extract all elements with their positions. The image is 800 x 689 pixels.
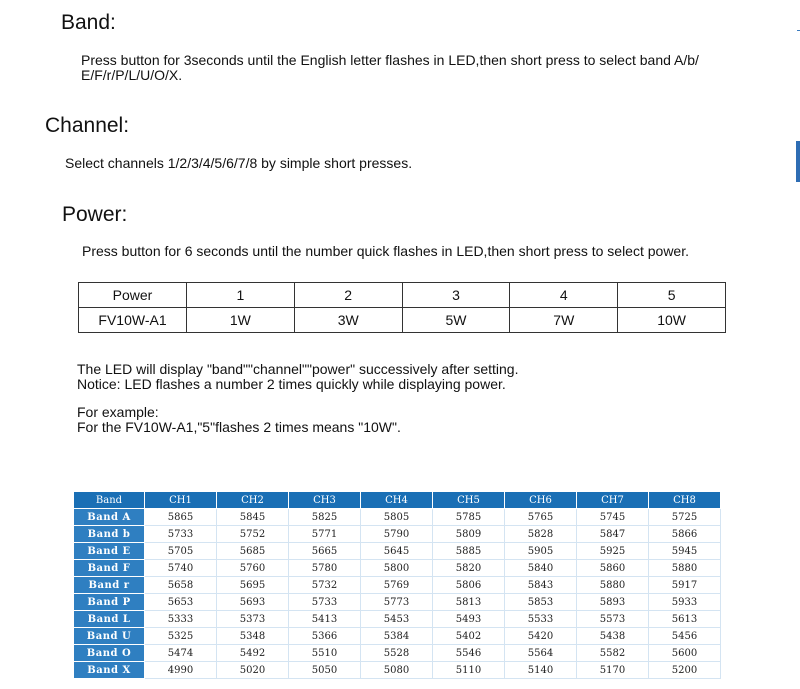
power-table <box>78 282 726 333</box>
edge-accent-bar <box>796 141 800 182</box>
frequency-cell: 5693 <box>217 594 289 611</box>
frequency-cell: 5925 <box>577 543 649 560</box>
power-table-cell: 7W <box>510 308 618 333</box>
channel-instructions: Select channels 1/2/3/4/5/6/7/8 by simple short presses. <box>65 155 413 171</box>
band-label: Band O <box>74 645 145 662</box>
frequency-cell: 5546 <box>433 645 505 662</box>
frequency-cell: 5733 <box>289 594 361 611</box>
led-notice-note: Notice: LED flashes a number 2 times quickly while displaying power. <box>77 376 506 392</box>
frequency-cell: 5653 <box>145 594 217 611</box>
frequency-cell: 5573 <box>577 611 649 628</box>
example-notes <box>77 405 401 435</box>
frequency-cell: 5740 <box>145 560 217 577</box>
frequency-cell: 5820 <box>433 560 505 577</box>
frequency-cell: 5348 <box>217 628 289 645</box>
frequency-cell: 5200 <box>649 662 721 679</box>
band-table-header-cell: CH6 <box>505 492 577 509</box>
power-table-cell: 5 <box>618 283 726 308</box>
frequency-cell: 5880 <box>577 577 649 594</box>
frequency-cell: 5528 <box>361 645 433 662</box>
band-label: Band E <box>74 543 145 560</box>
frequency-cell: 5050 <box>289 662 361 679</box>
frequency-cell: 5325 <box>145 628 217 645</box>
band-table-header-cell: CH1 <box>145 492 217 509</box>
band-table-header-cell: Band <box>74 492 145 509</box>
frequency-cell: 4990 <box>145 662 217 679</box>
frequency-cell: 5438 <box>577 628 649 645</box>
frequency-cell: 5769 <box>361 577 433 594</box>
band-instructions-line1: Press button for 3seconds until the English letter flashes in LED,then short press to select band A/b/ <box>81 52 699 68</box>
band-table-row <box>74 645 721 662</box>
frequency-cell: 5733 <box>145 526 217 543</box>
band-label: Band r <box>74 577 145 594</box>
frequency-cell: 5732 <box>289 577 361 594</box>
frequency-cell: 5885 <box>433 543 505 560</box>
band-label: Band L <box>74 611 145 628</box>
frequency-cell: 5493 <box>433 611 505 628</box>
frequency-cell: 5658 <box>145 577 217 594</box>
frequency-cell: 5080 <box>361 662 433 679</box>
frequency-cell: 5456 <box>649 628 721 645</box>
frequency-cell: 5809 <box>433 526 505 543</box>
frequency-cell: 5752 <box>217 526 289 543</box>
frequency-cell: 5645 <box>361 543 433 560</box>
band-label: Band U <box>74 628 145 645</box>
power-table-row <box>79 308 726 333</box>
frequency-cell: 5773 <box>361 594 433 611</box>
frequency-cell: 5760 <box>217 560 289 577</box>
frequency-cell: 5840 <box>505 560 577 577</box>
frequency-cell: 5533 <box>505 611 577 628</box>
frequency-cell: 5865 <box>145 509 217 526</box>
example-text: For the FV10W-A1,"5"flashes 2 times means "10W". <box>77 419 401 435</box>
power-table-cell: 1 <box>187 283 295 308</box>
frequency-cell: 5373 <box>217 611 289 628</box>
frequency-cell: 5845 <box>217 509 289 526</box>
frequency-cell: 5110 <box>433 662 505 679</box>
frequency-cell: 5402 <box>433 628 505 645</box>
frequency-cell: 5893 <box>577 594 649 611</box>
band-heading: Band: <box>61 11 116 34</box>
frequency-cell: 5420 <box>505 628 577 645</box>
frequency-cell: 5765 <box>505 509 577 526</box>
frequency-cell: 5905 <box>505 543 577 560</box>
band-table-row <box>74 526 721 543</box>
frequency-cell: 5800 <box>361 560 433 577</box>
frequency-cell: 5705 <box>145 543 217 560</box>
frequency-cell: 5771 <box>289 526 361 543</box>
frequency-cell: 5860 <box>577 560 649 577</box>
power-instructions: Press button for 6 seconds until the number quick flashes in LED,then short press to select power. <box>82 243 689 259</box>
power-table-cell: 5W <box>402 308 510 333</box>
channel-heading: Channel: <box>45 114 130 137</box>
frequency-cell: 5474 <box>145 645 217 662</box>
band-channel-table <box>73 491 721 679</box>
band-instructions <box>81 53 699 83</box>
frequency-cell: 5492 <box>217 645 289 662</box>
band-table-body <box>74 509 721 679</box>
frequency-cell: 5413 <box>289 611 361 628</box>
frequency-cell: 5790 <box>361 526 433 543</box>
frequency-cell: 5510 <box>289 645 361 662</box>
power-table-header-row <box>79 283 726 308</box>
power-table-cell: 3 <box>402 283 510 308</box>
band-table-header-cell: CH2 <box>217 492 289 509</box>
band-table-header-cell: CH7 <box>577 492 649 509</box>
frequency-cell: 5828 <box>505 526 577 543</box>
frequency-cell: 5933 <box>649 594 721 611</box>
frequency-cell: 5917 <box>649 577 721 594</box>
frequency-cell: 5805 <box>361 509 433 526</box>
power-table-cell: 2 <box>294 283 402 308</box>
band-table-header-cell: CH5 <box>433 492 505 509</box>
led-display-note: The LED will display "band""channel""power" successively after setting. <box>77 361 519 377</box>
power-table-cell: Power <box>79 283 187 308</box>
band-table-row <box>74 543 721 560</box>
band-table-row <box>74 560 721 577</box>
band-table-row <box>74 662 721 679</box>
frequency-cell: 5785 <box>433 509 505 526</box>
led-display-notes <box>77 362 518 392</box>
frequency-cell: 5843 <box>505 577 577 594</box>
power-table-cell: 3W <box>294 308 402 333</box>
frequency-cell: 5853 <box>505 594 577 611</box>
example-label: For example: <box>77 404 159 420</box>
band-table-row <box>74 628 721 645</box>
band-label: Band P <box>74 594 145 611</box>
frequency-cell: 5866 <box>649 526 721 543</box>
frequency-cell: 5453 <box>361 611 433 628</box>
frequency-cell: 5685 <box>217 543 289 560</box>
band-table-header-cell: CH4 <box>361 492 433 509</box>
band-table-header-cell: CH8 <box>649 492 721 509</box>
band-table-header-row <box>74 492 721 509</box>
frequency-cell: 5582 <box>577 645 649 662</box>
frequency-cell: 5847 <box>577 526 649 543</box>
frequency-cell: 5813 <box>433 594 505 611</box>
frequency-cell: 5725 <box>649 509 721 526</box>
band-table-header-cell: CH3 <box>289 492 361 509</box>
frequency-cell: 5333 <box>145 611 217 628</box>
frequency-cell: 5020 <box>217 662 289 679</box>
band-table-row <box>74 594 721 611</box>
band-label: Band b <box>74 526 145 543</box>
frequency-cell: 5780 <box>289 560 361 577</box>
band-table-row <box>74 611 721 628</box>
frequency-cell: 5140 <box>505 662 577 679</box>
frequency-cell: 5564 <box>505 645 577 662</box>
band-table-row <box>74 577 721 594</box>
frequency-cell: 5945 <box>649 543 721 560</box>
frequency-cell: 5745 <box>577 509 649 526</box>
frequency-cell: 5880 <box>649 560 721 577</box>
power-table-cell: 10W <box>618 308 726 333</box>
power-table-cell: FV10W-A1 <box>79 308 187 333</box>
frequency-cell: 5384 <box>361 628 433 645</box>
band-label: Band X <box>74 662 145 679</box>
band-label: Band A <box>74 509 145 526</box>
frequency-cell: 5665 <box>289 543 361 560</box>
frequency-cell: 5825 <box>289 509 361 526</box>
power-heading: Power: <box>62 203 128 226</box>
frequency-cell: 5600 <box>649 645 721 662</box>
power-table-cell: 4 <box>510 283 618 308</box>
frequency-cell: 5613 <box>649 611 721 628</box>
power-table-cell: 1W <box>187 308 295 333</box>
band-instructions-line2: E/F/r/P/L/U/O/X. <box>81 67 183 83</box>
band-table-row <box>74 509 721 526</box>
frequency-cell: 5806 <box>433 577 505 594</box>
band-label: Band F <box>74 560 145 577</box>
frequency-cell: 5170 <box>577 662 649 679</box>
frequency-cell: 5695 <box>217 577 289 594</box>
frequency-cell: 5366 <box>289 628 361 645</box>
